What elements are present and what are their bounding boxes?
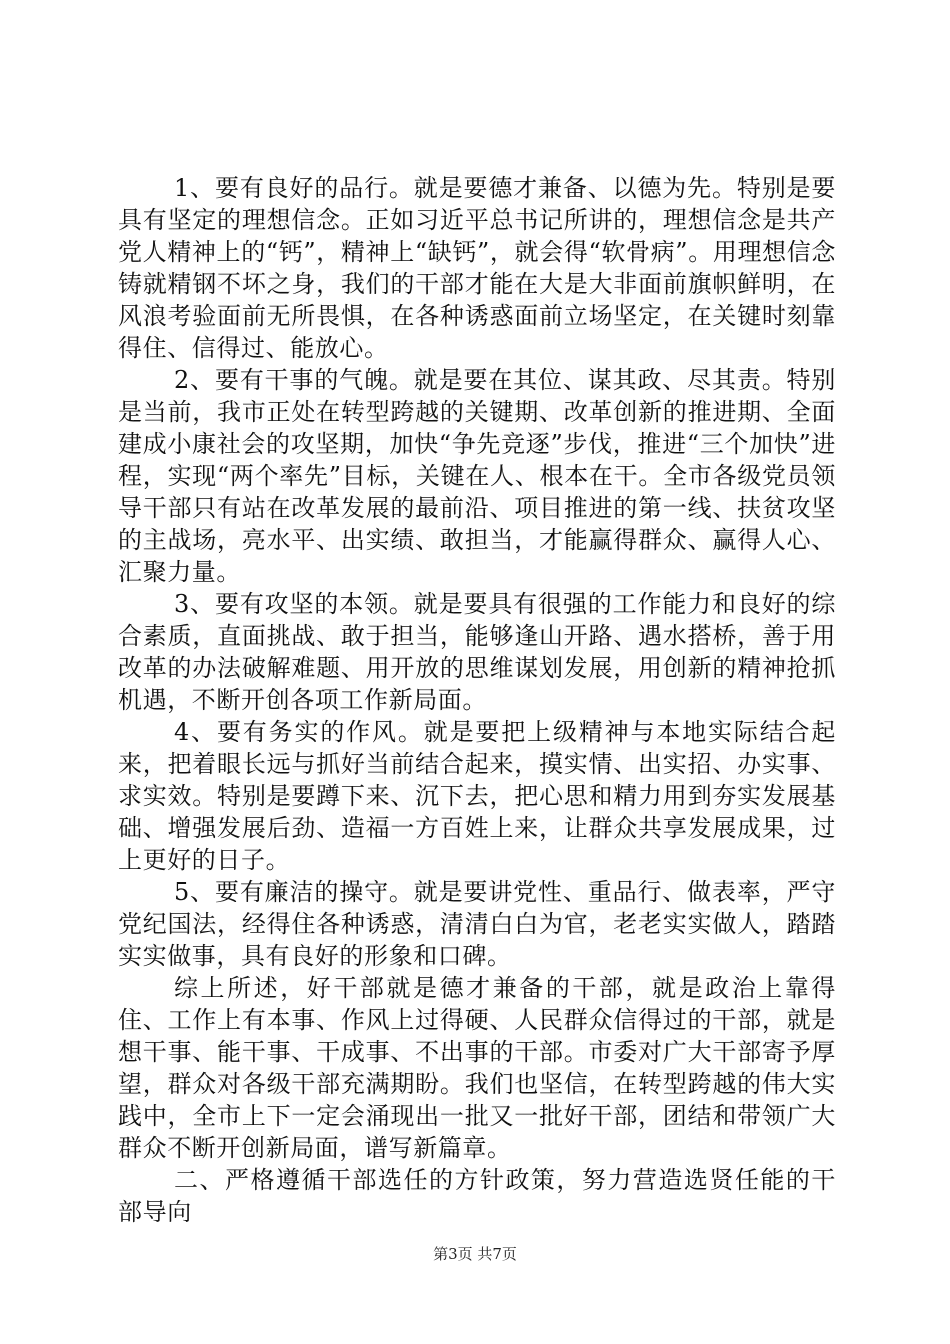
paragraph-summary: 综上所述，好干部就是德才兼备的干部，就是政治上靠得住、工作上有本事、作风上过得硬、人民群众信得过的干部，就是想干事、能干事、干成事、不出事的干部。市委对广大干部寄予厚望，群众对各级干部充满期盼。我们也坚信，在转型跨越的伟大实践中，全市上下一定会涌现出一批又一批好干部，团结和带领广大群众不断开创新局面，谱写新篇章。 [118, 974, 836, 1162]
paragraph-3: 3、要有攻坚的本领。就是要具有很强的工作能力和良好的综合素质，直面挑战、敢于担当，能够逢山开路、遇水搭桥，善于用改革的办法破解难题、用开放的思维谋划发展，用创新的精神抢抓机遇，不断开创各项工作新局面。 [118, 590, 836, 714]
paragraph-5: 5、要有廉洁的操守。就是要讲党性、重品行、做表率，严守党纪国法，经得住各种诱惑，清清白白为官，老老实实做人，踏踏实实做事，具有良好的形象和口碑。 [118, 878, 836, 970]
paragraph-2: 2、要有干事的气魄。就是要在其位、谋其政、尽其责。特别是当前，我市正处在转型跨越的关键期、改革创新的推进期、全面建成小康社会的攻坚期，加快“争先竞逐”步伐，推进“三个加快”进程，实现“两个率先”目标，关键在人、根本在干。全市各级党员领导干部只有站在改革发展的最前沿、项目推进的第一线、扶贫攻坚的主战场，亮水平、出实绩、敢担当，才能赢得群众、赢得人心、汇聚力量。 [118, 366, 836, 586]
paragraph-1: 1、要有良好的品行。就是要德才兼备、以德为先。特别是要具有坚定的理想信念。正如习近平总书记所讲的，理想信念是共产党人精神上的“钙”，精神上“缺钙”，就会得“软骨病”。用理想信念铸就精钢不坏之身，我们的干部才能在大是大非面前旗帜鲜明，在风浪考验面前无所畏惧，在各种诱惑面前立场坚定，在关键时刻靠得住、信得过、能放心。 [118, 174, 836, 362]
section-heading: 二、严格遵循干部选任的方针政策，努力营造选贤任能的干部导向 [118, 1166, 836, 1226]
document-body [118, 172, 836, 1228]
paragraph-4: 4、要有务实的作风。就是要把上级精神与本地实际结合起来，把着眼长远与抓好当前结合起来，摸实情、出实招、办实事、求实效。特别是要蹲下来、沉下去，把心思和精力用到夯实发展基础、增强发展后劲、造福一方百姓上来，让群众共享发展成果，过上更好的日子。 [118, 718, 836, 874]
page-number-footer: 第3页 共7页 [433, 1245, 517, 1263]
